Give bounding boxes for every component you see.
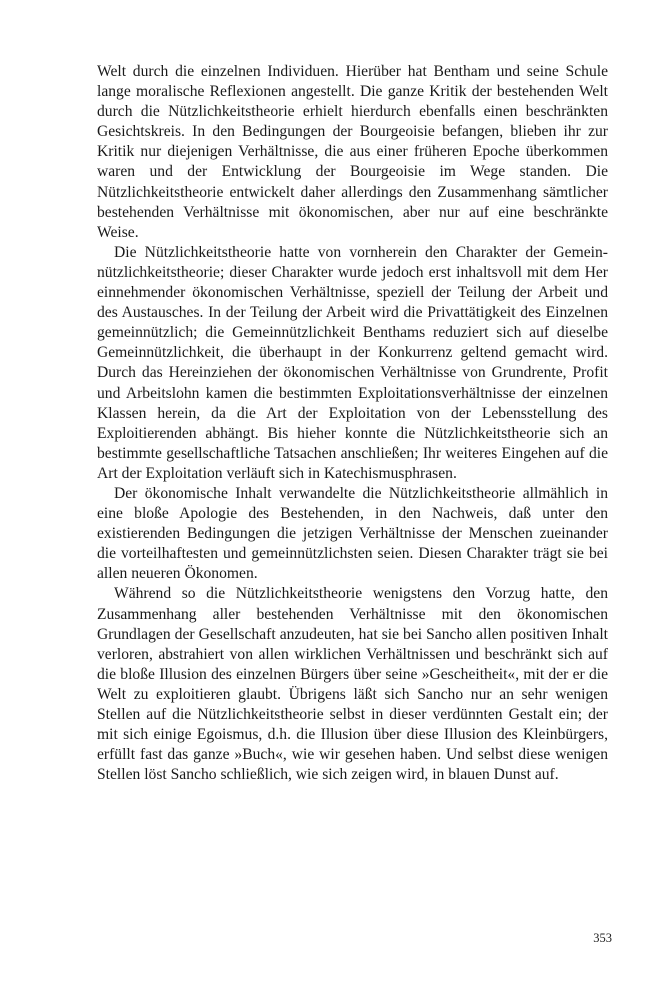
paragraph-3: Der ökonomische Inhalt verwandelte die Nützlichkeitstheorie allmählich in eine bloße Apologie des Bestehenden, in den Nachweis, daß unter den existierenden Bedingungen die jetzigen Verhältnisse der Menschen zueinander die vorteilhaftesten und gemeinnützlichsten seien. Diesen Charakter trägt sie bei allen neueren Ökonomen. xyxy=(97,484,608,583)
page-number: 353 xyxy=(593,931,612,945)
body-text xyxy=(97,62,608,785)
paragraph-4: Während so die Nützlichkeitstheorie wenigstens den Vorzug hatte, den Zusammenhang aller bestehenden Verhältnisse mit den ökonomischen Grundlagen der Gesellschaft anzudeuten, hat sie bei Sancho allen positiven Inhalt verloren, abstrahiert von allen wirklichen Verhältnissen und beschränkt sich auf die bloße Illusion des einzelnen Bürgers über seine »Gescheitheit«, mit der er die Welt zu exploitieren glaubt. Übrigens läßt sich Sancho nur an sehr wenigen Stellen auf die Nützlichkeitstheorie selbst in dieser verdünnten Gestalt ein; der mit sich einige Egoismus, d.h. die Illusion über diese Illusion des Kleinbürgers, erfüllt fast das ganze »Buch«, wie wir gesehen haben. Und selbst diese wenigen Stellen löst Sancho schließlich, wie sich zeigen wird, in blauen Dunst auf. xyxy=(97,585,608,784)
paragraph-2: Die Nützlichkeitstheorie hatte von vornherein den Charakter der Gemeinnützlichkeitstheorie; dieser Charakter wurde jedoch erst inhaltsvoll mit dem Her einnehmender ökonomischen Verhältnisse, speziell der Teilung der Arbeit und des Austausches. In der Teilung der Arbeit wird die Privattätigkeit des Einzelnen gemeinnützlich; die Gemeinnützlichkeit Benthams reduziert sich auf dieselbe Gemeinnützlichkeit, die überhaupt in der Konkurrenz geltend gemacht wird. Durch das Hereinziehen der ökonomischen Verhältnisse von Grundrente, Profit und Arbeitslohn kamen die bestimmten Exploitationsverhältnisse der einzelnen Klassen herein, da die Art der Exploitation von der Lebensstellung des Exploitierenden abhängt. Bis hieher konnte die Nützlichkeitstheorie sich an bestimmte gesellschaftliche Tatsachen anschließen; Ihr weiteres Eingehen auf die Art der Exploitation verläuft sich in Katechismusphrasen. xyxy=(97,243,608,482)
paragraph-1: Welt durch die einzelnen Individuen. Hierüber hat Bentham und seine Schule lange moralische Reflexionen angestellt. Die ganze Kritik der bestehenden Welt durch die Nützlichkeitstheorie erhielt hierdurch ebenfalls einen beschränkten Gesichtskreis. In den Bedingungen der Bourgeoisie befangen, blieben ihr zur Kritik nur diejenigen Verhältnisse, die aus einer früheren Epoche überkommen waren und der Entwicklung der Bourgeoisie im Wege standen. Die Nützlichkeitstheorie entwickelt daher allerdings den Zusammenhang sämtlicher bestehenden Verhältnisse mit ökonomischen, aber nur auf eine beschränkte Weise. xyxy=(97,63,608,241)
